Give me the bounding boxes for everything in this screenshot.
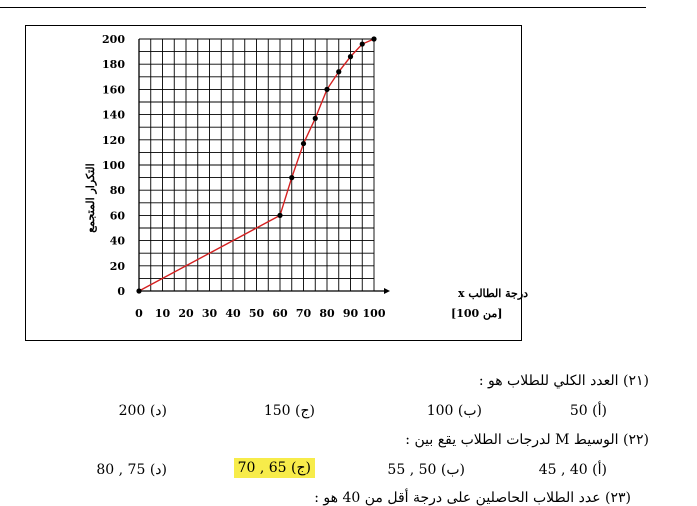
question-23-text: (٢٣) عدد الطلاب الحاصلين على درجة أقل من 40 هو :	[314, 490, 631, 506]
option-b[interactable]	[387, 462, 465, 478]
option-letter: (د)	[149, 403, 167, 419]
option-letter: (ج)	[295, 403, 315, 419]
data-point	[313, 116, 318, 121]
question-number: (٢١)	[623, 373, 649, 389]
question-text: الوسيط M لدرجات الطلاب يقع بين :	[405, 432, 619, 448]
option-letter: (ج)	[291, 460, 311, 476]
chart-frame	[25, 25, 529, 341]
option-letter: (ب)	[440, 462, 465, 478]
data-point	[348, 54, 353, 59]
option-letter: (ب)	[457, 403, 482, 419]
x-axis-arrow	[384, 288, 390, 294]
highlighted-answer	[234, 458, 315, 478]
x-tick-label: 60	[272, 307, 288, 320]
data-point	[371, 36, 376, 41]
option-b[interactable]	[427, 403, 482, 419]
x-tick-label: 100	[362, 307, 386, 320]
option-c[interactable]	[264, 403, 315, 419]
option-value: 65 , 70	[237, 460, 287, 476]
x-axis-label: درجة الطالب x	[458, 287, 529, 300]
option-value: 50 , 55	[387, 462, 437, 478]
next-question-cutoff	[0, 490, 697, 506]
option-value: 75 , 80	[96, 462, 146, 478]
y-tick-label: 20	[109, 259, 125, 273]
data-point	[136, 288, 141, 293]
option-letter: (أ)	[592, 403, 607, 419]
y-tick-label: 180	[102, 58, 125, 72]
data-point	[360, 41, 365, 46]
x-tick-label: 70	[295, 307, 312, 320]
question-21	[479, 373, 649, 389]
question-text: العدد الكلي للطلاب هو :	[478, 373, 619, 389]
question-number: (٢٢)	[623, 432, 649, 448]
x-tick-label: 30	[201, 307, 218, 320]
x-tick-label: 40	[225, 307, 241, 320]
option-value: 40 , 45	[538, 462, 588, 478]
question-22	[405, 432, 649, 448]
y-tick-label: 160	[102, 83, 125, 97]
data-point	[336, 69, 341, 74]
data-point	[277, 213, 282, 218]
y-tick-label: 40	[109, 234, 125, 248]
x-tick-label: 20	[178, 307, 194, 320]
x-tick-label: 80	[319, 307, 335, 320]
y-axis-label: التكرار المتجمع	[84, 163, 97, 233]
y-tick-label: 100	[102, 159, 125, 172]
x-axis-sublabel: [من 100]	[451, 307, 503, 320]
y-tick-label: 0	[117, 285, 125, 298]
data-point	[289, 175, 294, 180]
option-letter: (أ)	[592, 462, 607, 478]
option-a[interactable]	[570, 403, 607, 419]
option-d[interactable]	[96, 462, 167, 478]
option-value: 50	[569, 403, 588, 419]
option-letter: (د)	[149, 462, 167, 478]
option-c-highlighted[interactable]	[234, 460, 315, 476]
cumulative-frequency-chart	[26, 26, 529, 342]
y-tick-label: 120	[102, 133, 125, 147]
x-tick-label: 0	[135, 307, 143, 320]
y-tick-label: 200	[102, 33, 125, 46]
option-d[interactable]	[119, 403, 167, 419]
top-rule	[0, 7, 646, 8]
x-tick-label: 50	[248, 307, 265, 320]
y-tick-label: 80	[109, 184, 125, 198]
x-tick-label: 90	[342, 307, 359, 320]
y-tick-label: 60	[109, 209, 125, 223]
option-value: 150	[263, 403, 291, 419]
x-tick-label: 10	[154, 307, 171, 320]
option-a[interactable]	[539, 462, 607, 478]
data-point	[301, 141, 306, 146]
y-tick-label: 140	[102, 108, 125, 122]
data-point	[324, 87, 329, 92]
option-value: 200	[118, 403, 146, 419]
option-value: 100	[426, 403, 454, 419]
